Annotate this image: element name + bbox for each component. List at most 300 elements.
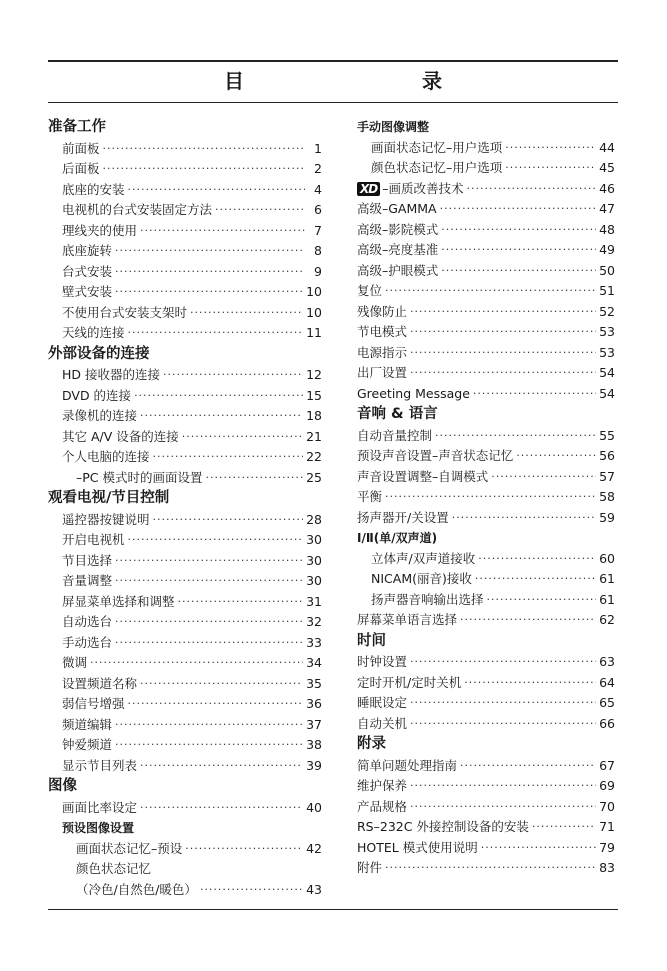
toc-entry-text: 自动选台 [62, 614, 113, 629]
toc-entry-text: 画面状态记忆–预设 [76, 840, 183, 856]
toc-page-number: 39 [306, 757, 322, 773]
toc-entry-text: 定时开机/定时关机 [357, 674, 462, 690]
toc-entry-text: 自动音量控制 [357, 427, 433, 443]
toc-entry [48, 282, 322, 303]
toc-dot-leader [178, 592, 304, 613]
toc-entry-text: 不使用台式安装支架时 [62, 304, 188, 320]
toc-dot-leader [103, 139, 305, 160]
toc-entry-label [357, 261, 438, 282]
toc-page-number: 63 [599, 654, 615, 669]
toc-page-number: 8 [314, 243, 322, 258]
toc-entry-text: 立体声/双声道接收 [371, 550, 476, 566]
toc-entry-label [357, 673, 461, 694]
toc-dot-leader [115, 571, 303, 592]
toc-page-number: 18 [306, 408, 322, 423]
toc-entry-label [357, 117, 429, 138]
toc-page-number: 54 [599, 385, 615, 401]
toc-entry-label [62, 427, 179, 448]
toc-entry [357, 138, 615, 159]
top-rule [48, 60, 618, 62]
toc-entry-label [62, 633, 112, 654]
toc-entry-label [62, 180, 125, 201]
toc-entry [48, 571, 322, 592]
toc-entry-text: 频道编辑 [62, 716, 113, 732]
toc-page-number: 35 [306, 675, 322, 691]
toc-entry [48, 674, 322, 695]
toc-entry-label [62, 510, 150, 531]
toc-dot-leader [115, 262, 305, 283]
toc-entry-label [48, 117, 106, 139]
toc-entry-label [48, 776, 77, 798]
xd-logo-icon: XD [357, 182, 380, 196]
toc-dot-leader [441, 261, 596, 282]
toc-dot-leader [410, 714, 596, 735]
toc-entry-label [357, 858, 382, 879]
toc-dot-leader [153, 510, 304, 531]
toc-page-number: 49 [599, 242, 615, 257]
toc-page-number: 62 [599, 612, 615, 627]
toc-entry-label [371, 158, 502, 179]
toc-entry-text: 微调 [62, 655, 88, 670]
toc-entry-text: NICAM(丽音)接收 [371, 571, 472, 586]
toc-page-number: 66 [599, 715, 615, 731]
toc-dot-leader [410, 693, 596, 714]
toc-entry [48, 323, 322, 344]
toc-page-number: 10 [306, 284, 322, 299]
toc-entry-label [62, 798, 137, 819]
toc-dot-leader [410, 776, 596, 797]
toc-entry-label [357, 322, 407, 343]
toc-entry-text: 扬声器开/关设置 [357, 509, 449, 525]
toc-page-number: 11 [306, 325, 322, 340]
toc-entry-label [357, 693, 407, 714]
toc-entry-text: 手动选台 [62, 634, 113, 650]
toc-entry [48, 447, 322, 468]
toc-dot-leader [410, 797, 596, 818]
toc-dot-leader [185, 839, 303, 860]
toc-entry-text: 电视机的台式安装固定方法 [62, 202, 213, 217]
toc-entry [48, 694, 322, 715]
toc-page-number: 43 [306, 881, 322, 897]
toc-page-number: 44 [599, 139, 615, 155]
toc-dot-leader [115, 612, 303, 633]
toc-entry [48, 839, 322, 860]
toc-page-number: 52 [599, 303, 615, 319]
toc-page-number: 30 [306, 573, 322, 588]
toc-entry-label [357, 343, 407, 364]
toc-page-number: 45 [599, 160, 615, 175]
toc-dot-leader [182, 427, 303, 448]
toc-page-number: 64 [599, 674, 615, 690]
toc-page-number: 42 [306, 840, 322, 856]
toc-dot-leader [200, 880, 303, 901]
toc-entry-text: 屏显菜单选择和调整 [62, 593, 175, 609]
toc-dot-leader [532, 817, 596, 838]
toc-page-number: 2 [314, 161, 322, 176]
toc-entry [357, 714, 615, 735]
toc-entry-text: –画质改善技术 [382, 180, 464, 196]
toc-entry [357, 426, 615, 447]
toc-page-number: 33 [306, 634, 322, 650]
toc-entry [357, 610, 615, 631]
toc-dot-leader [491, 467, 596, 488]
toc-entry-text: 遥控器按键说明 [62, 511, 150, 527]
toc-dot-leader [128, 694, 304, 715]
toc-page-number: 31 [306, 593, 322, 609]
toc-entry [48, 303, 322, 324]
toc-entry-label [62, 571, 112, 592]
toc-entry-text: 音响 & 语言 [357, 406, 438, 422]
toc-entry-label [371, 138, 502, 159]
toc-entry-label [62, 818, 134, 839]
toc-entry-text: 画面比率设定 [62, 799, 138, 815]
toc-entry-label [357, 179, 463, 200]
toc-right-column [357, 117, 615, 879]
toc-entry-label [357, 652, 407, 673]
toc-page-number: 83 [599, 860, 615, 875]
toc-entry [48, 386, 322, 407]
toc-entry [48, 510, 322, 531]
toc-entry-label [76, 468, 203, 489]
toc-dot-leader [464, 673, 596, 694]
toc-entry [48, 180, 322, 201]
toc-entry-text: 出厂设置 [357, 365, 408, 380]
toc-entry [48, 427, 322, 448]
toc-entry-label [357, 302, 407, 323]
toc-dot-leader [206, 468, 304, 489]
toc-entry-label [62, 530, 125, 551]
toc-page-number: 34 [306, 655, 322, 670]
toc-entry [48, 633, 322, 654]
toc-page-number: 50 [599, 262, 615, 278]
toc-page-number: 53 [599, 344, 615, 360]
toc-page-number: 56 [599, 448, 615, 463]
toc-entry-text: 预设声音设置–声音状态记忆 [357, 448, 514, 463]
toc-entry-label [62, 159, 100, 180]
toc-dot-leader [190, 303, 303, 324]
toc-entry-text: 节目选择 [62, 552, 113, 568]
toc-entry-label [357, 528, 437, 549]
toc-page-number: 61 [599, 591, 615, 607]
toc-dot-leader [505, 138, 596, 159]
toc-entry-label [357, 363, 407, 384]
toc-entry-label [62, 674, 137, 695]
toc-page-number: 60 [599, 550, 615, 566]
toc-entry [48, 715, 322, 736]
toc-entry-text: 弱信号增强 [62, 696, 125, 711]
toc-entry-text: 显示节目列表 [62, 757, 138, 773]
toc-entry-text: 屏幕菜单语言选择 [357, 612, 458, 627]
toc-entry-label [357, 631, 386, 653]
toc-entry [48, 551, 322, 572]
toc-entry-text: 时间 [357, 632, 386, 649]
toc-entry-label [371, 590, 484, 611]
toc-entry-text: 高级–亮度基准 [357, 242, 439, 257]
toc-page-number: 58 [599, 489, 615, 504]
toc-entry-text: 平衡 [357, 489, 383, 504]
toc-dot-leader [487, 590, 597, 611]
toc-dot-leader [153, 447, 304, 468]
toc-dot-leader [140, 221, 305, 242]
toc-entry [357, 343, 615, 364]
toc-entry-label [357, 776, 407, 797]
toc-entry-text: 底座的安装 [62, 181, 125, 197]
toc-entry [357, 220, 615, 241]
toc-section-heading [357, 404, 615, 426]
toc-entry-label [62, 756, 137, 777]
toc-entry-label [62, 653, 87, 674]
toc-entry [357, 797, 615, 818]
toc-page-number: 6 [314, 202, 322, 217]
toc-dot-leader [452, 508, 596, 529]
toc-entry [48, 468, 322, 489]
toc-section-heading [357, 631, 615, 653]
toc-entry-text: 其它 A/V 设备的连接 [62, 428, 179, 444]
toc-entry [357, 179, 615, 200]
toc-page-number: 55 [599, 427, 615, 443]
toc-entry-text: 图像 [48, 778, 77, 794]
toc-entry-text: 简单问题处理指南 [357, 757, 458, 773]
toc-dot-leader [385, 281, 596, 302]
title-rule [48, 102, 618, 103]
toc-page-number: 53 [599, 324, 615, 339]
toc-dot-leader [466, 179, 596, 200]
toc-page-number: 51 [599, 283, 615, 298]
toc-entry [357, 158, 615, 179]
toc-page-number: 40 [306, 799, 322, 815]
toc-dot-leader [128, 323, 304, 344]
toc-section-heading [48, 776, 322, 798]
toc-entry-label [357, 240, 438, 261]
toc-page-number: 79 [599, 839, 615, 855]
bottom-rule [48, 909, 618, 910]
toc-entry [48, 221, 322, 242]
toc-entry-label [371, 569, 472, 590]
toc-entry [357, 776, 615, 797]
toc-entry-text: 画面状态记忆–用户选项 [371, 139, 503, 155]
toc-entry-label [48, 344, 150, 366]
toc-entry-text: 颜色状态记忆–用户选项 [371, 160, 503, 175]
toc-entry [357, 467, 615, 488]
toc-entry-text: 开启电视机 [62, 532, 125, 547]
toc-entry [357, 838, 615, 859]
toc-entry [357, 508, 615, 529]
toc-page-number: 65 [599, 695, 615, 710]
toc-page-number: 30 [306, 532, 322, 547]
toc-entry [48, 859, 322, 880]
toc-entry-label [357, 508, 449, 529]
toc-entry-label [62, 406, 137, 427]
toc-dot-leader [115, 282, 303, 303]
toc-dot-leader [475, 569, 596, 590]
toc-entry-text: 扬声器音响输出选择 [371, 591, 484, 607]
toc-entry-text: DVD 的连接 [62, 387, 132, 403]
toc-dot-leader [435, 426, 596, 447]
toc-entry-label [62, 221, 137, 242]
toc-entry-text: 钟爱频道 [62, 737, 113, 752]
toc-dot-leader [410, 343, 596, 364]
toc-dot-leader [481, 838, 596, 859]
toc-entry-label [62, 447, 150, 468]
toc-entry-label [76, 880, 197, 901]
toc-dot-leader [410, 363, 596, 384]
toc-entry-label [357, 610, 457, 631]
toc-dot-leader [128, 180, 305, 201]
toc-left-column [48, 117, 322, 900]
toc-entry-label [76, 859, 151, 880]
toc-entry-label [62, 551, 112, 572]
toc-dot-leader [134, 386, 303, 407]
toc-entry-text: 壁式安装 [62, 284, 113, 299]
toc-entry [48, 798, 322, 819]
toc-entry [357, 569, 615, 590]
toc-entry-text: 底座旋转 [62, 243, 113, 258]
toc-page-number: 7 [314, 222, 322, 238]
toc-entry [48, 735, 322, 756]
toc-entry-text: 理线夹的使用 [62, 222, 138, 238]
toc-entry [48, 653, 322, 674]
toc-entry [357, 549, 615, 570]
toc-dot-leader [473, 384, 596, 405]
toc-page-number: 30 [306, 552, 322, 568]
toc-entry [48, 612, 322, 633]
toc-dot-leader [385, 487, 596, 508]
toc-dot-leader [215, 200, 305, 221]
toc-dot-leader [410, 322, 596, 343]
toc-page-number: 71 [599, 819, 615, 834]
toc-dot-leader [441, 220, 596, 241]
toc-entry-text: 录像机的连接 [62, 408, 138, 423]
toc-entry-text: 产品规格 [357, 798, 408, 814]
toc-entry-text: 节电模式 [357, 324, 408, 339]
toc-page-number: 69 [599, 778, 615, 793]
toc-entry-label [357, 817, 529, 838]
toc-entry [357, 590, 615, 611]
toc-entry [357, 363, 615, 384]
toc-page-number: 57 [599, 468, 615, 484]
toc-entry-label [76, 839, 182, 860]
toc-entry-label [62, 200, 212, 221]
toc-page-number: 70 [599, 798, 615, 814]
toc-entry-label [357, 797, 407, 818]
toc-dot-leader [115, 241, 305, 262]
toc-dot-leader [115, 551, 303, 572]
toc-entry-text: RS–232C 外接控制设备的安装 [357, 819, 529, 834]
toc-entry-text: Ⅰ/Ⅱ(单/双声道) [357, 531, 438, 545]
toc-entry-text: 复位 [357, 283, 383, 298]
toc-entry [357, 199, 615, 220]
toc-dot-leader [115, 715, 303, 736]
toc-dot-leader [103, 159, 305, 180]
toc-entry [357, 858, 615, 879]
toc-entry-label [62, 715, 112, 736]
toc-page-number: 9 [314, 263, 322, 279]
toc-page-number: 61 [599, 571, 615, 586]
page-title: 目 录 [224, 69, 488, 93]
toc-entry-label [48, 488, 169, 510]
toc-entry [357, 261, 615, 282]
toc-entry-text: 外部设备的连接 [48, 345, 150, 362]
toc-subheading [357, 528, 615, 549]
toc-entry [357, 487, 615, 508]
toc-entry-label [371, 549, 475, 570]
toc-entry-label [62, 592, 175, 613]
toc-dot-leader [478, 549, 596, 570]
toc-entry-label [62, 365, 160, 386]
toc-entry [48, 592, 322, 613]
toc-entry [357, 693, 615, 714]
toc-dot-leader [505, 158, 596, 179]
toc-dot-leader [441, 240, 596, 261]
toc-dot-leader [460, 610, 596, 631]
toc-entry-label [357, 384, 470, 405]
toc-section-heading [48, 117, 322, 139]
toc-page-number: 25 [306, 469, 322, 485]
toc-dot-leader [140, 406, 303, 427]
toc-dot-leader [140, 798, 303, 819]
toc-page-number: 54 [599, 365, 615, 380]
toc-entry-text: 时钟设置 [357, 654, 408, 669]
toc-page-number: 1 [314, 140, 322, 156]
toc-entry-label [62, 303, 187, 324]
toc-entry-label [357, 734, 386, 756]
toc-page-number: 36 [306, 696, 322, 711]
toc-entry-text: （冷色/自然色/暖色） [76, 881, 197, 897]
toc-entry [357, 673, 615, 694]
toc-page-number: 12 [306, 367, 322, 382]
toc-entry-text: 颜色状态记忆 [76, 861, 152, 876]
toc-entry [357, 446, 615, 467]
toc-entry-label [357, 467, 488, 488]
toc-entry [48, 880, 322, 901]
toc-entry-text: 准备工作 [48, 119, 106, 135]
toc-entry-text: 手动图像调整 [357, 120, 430, 134]
toc-entry [48, 365, 322, 386]
toc-entry [48, 159, 322, 180]
toc-entry-label [357, 756, 457, 777]
toc-entry-label [62, 262, 112, 283]
toc-entry-text: 附件 [357, 860, 383, 875]
toc-dot-leader [115, 735, 303, 756]
toc-page-number: 48 [599, 221, 615, 237]
toc-entry-text: 观看电视/节目控制 [48, 490, 170, 506]
toc-entry-label [357, 199, 437, 220]
toc-entry [48, 200, 322, 221]
toc-entry [48, 262, 322, 283]
toc-entry-label [357, 426, 432, 447]
toc-entry-text: 维护保养 [357, 778, 408, 793]
toc-entry-text: 设置频道名称 [62, 675, 138, 691]
toc-entry-label [357, 838, 478, 859]
toc-page-number: 15 [306, 387, 322, 403]
toc-entry-text: 残像防止 [357, 303, 408, 319]
toc-entry [357, 756, 615, 777]
toc-page-number: 37 [306, 716, 322, 732]
toc-dot-leader [90, 653, 303, 674]
toc-entry-text: Greeting Message [357, 385, 470, 401]
toc-entry-text: 声音设置调整–自调模式 [357, 468, 489, 484]
toc-entry-label [62, 139, 100, 160]
toc-dot-leader [385, 858, 596, 879]
toc-page-number: 38 [306, 737, 322, 752]
toc-entry-label [357, 281, 382, 302]
toc-page-number: 67 [599, 757, 615, 773]
toc-page-number: 21 [306, 428, 322, 444]
toc-entry-text: 高级–影院模式 [357, 221, 439, 237]
toc-entry-text: HD 接收器的连接 [62, 367, 160, 382]
toc-entry [357, 817, 615, 838]
toc-entry [357, 240, 615, 261]
